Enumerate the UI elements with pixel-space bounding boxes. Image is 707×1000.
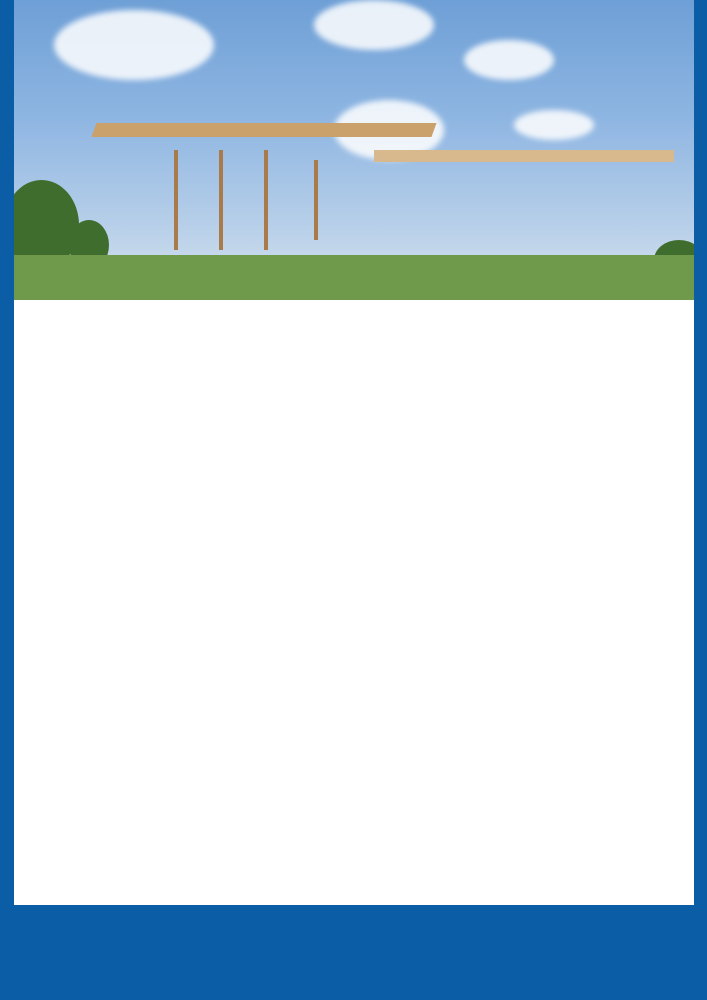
building-roof: [91, 123, 436, 137]
hero-illustration: [14, 0, 694, 300]
lawn: [14, 255, 694, 300]
poster-panel: [14, 0, 694, 905]
